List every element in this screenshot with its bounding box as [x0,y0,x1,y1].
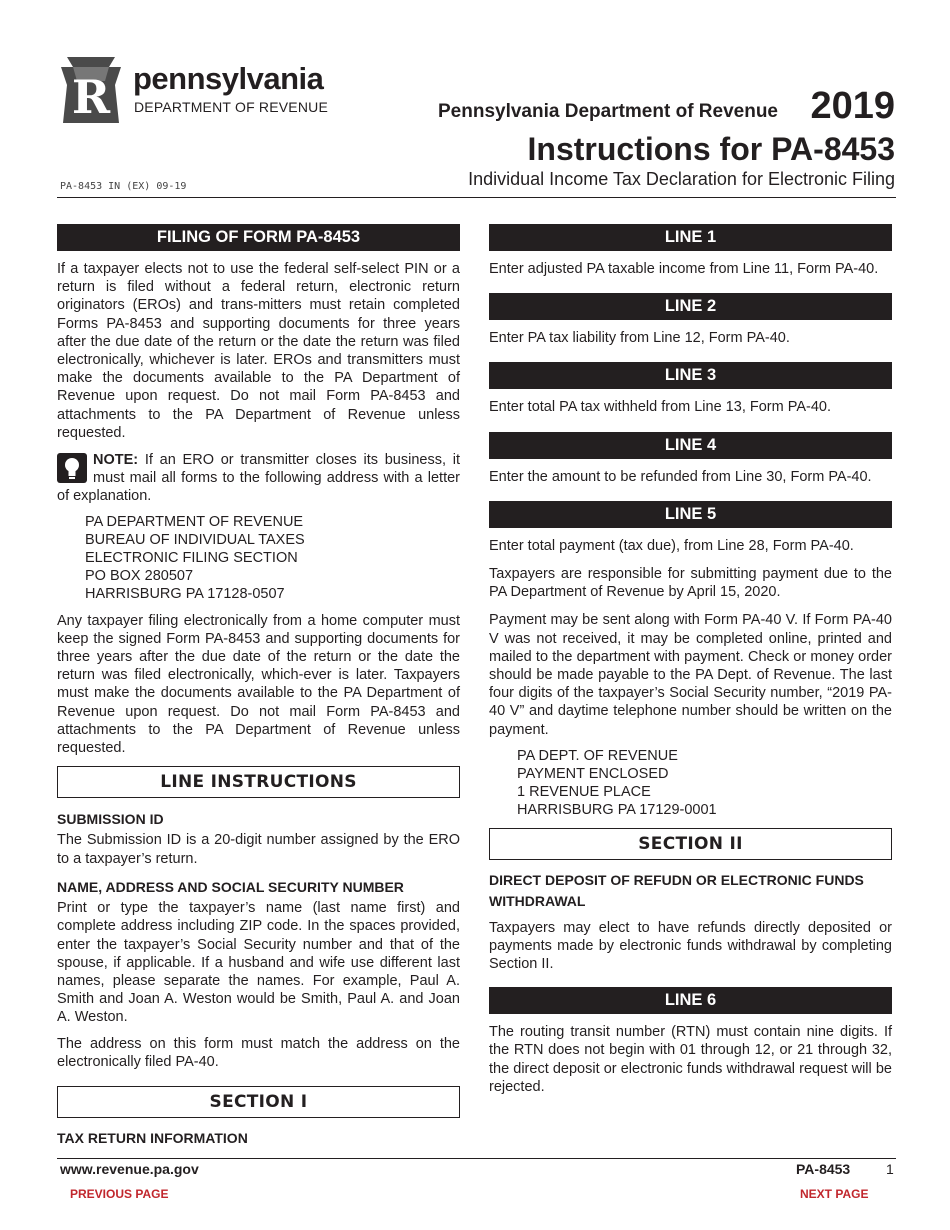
form-year: 2019 [810,85,895,127]
address-line: PAYMENT ENCLOSED [517,766,669,783]
previous-page-link[interactable]: PREVIOUS PAGE [70,1187,169,1201]
payment-due-text: Taxpayers are responsible for submitting payment due to the PA Department of Revenue by April 15, 2020. [489,566,892,601]
address-line: PA DEPARTMENT OF REVENUE [85,513,304,530]
note-text: If an ERO or transmitter closes its business, it must mail all forms to the following address with a letter of explanation. [57,452,460,505]
line-6-text: The routing transit number (RTN) must contain nine digits. If the RTN does not begin with 01 through 12, or 21 through 32, the direct deposit or electronic funds withdrawal request will be rejected. [489,1024,892,1095]
line-4-heading: LINE 4 [489,432,892,459]
address-line: 1 REVENUE PLACE [517,784,651,801]
section-2-heading: SECTION II [489,828,892,860]
right-column [489,224,892,1096]
keystone-logo-icon [57,57,125,123]
payment-address [489,747,892,820]
line-3-text: Enter total PA tax withheld from Line 13, Form PA-40. [489,399,831,416]
line-6-heading: LINE 6 [489,987,892,1014]
home-filing-text: Any taxpayer filing electronically from a home computer must keep the signed Form PA-8453 and supporting documents for three years after the due date of the return or the date the return was filed electronically, which-ever is later. Taxpayers must make the documents available to the PA Department of Revenue upon request. Do not mail Form PA-8453 and attachments to the PA Department of Revenue unless requested. [57,612,460,757]
lightbulb-icon [57,453,87,483]
direct-deposit-text: Taxpayers may elect to have refunds directly deposited or payments made by electronic funds withdrawal by completing Section II. [489,919,892,973]
section-1-heading: SECTION I [57,1086,460,1118]
filing-text: If a taxpayer elects not to use the federal self-select PIN or a return is filed without a federal return, electronic return originators (EROs) and trans-mitters must retain completed Forms PA-8453 and supporting documents for three years after the due date of the return or the date the return was filed electronically, whichever is later. EROs and transmitters must make the documents available to the PA Department of Revenue upon request. Do not mail Form PA-8453 and attachments to the PA Department of Revenue unless requested. [57,261,460,441]
line-2-text: Enter PA tax liability from Line 12, Form PA-40. [489,330,790,347]
tax-return-heading: TAX RETURN INFORMATION [57,1129,248,1146]
payment-method-text: Payment may be sent along with Form PA-40 V. If Form PA-40 V was not received, it may be completed online, printed and mailed to the department with payment. Check or money order should be made payable to the PA Dept. of Revenue. The last four digits of the taxpayer’s Social Security number, “2019 PA-40 V” and daytime telephone number should be written on the payment. [489,612,892,738]
line-2-heading: LINE 2 [489,293,892,320]
submission-id-heading: SUBMISSION ID [57,811,164,828]
line-5-text: Enter total payment (tax due), from Line 28, Form PA-40. [489,537,854,554]
line-5-heading: LINE 5 [489,501,892,528]
line-instructions-heading: LINE INSTRUCTIONS [57,766,460,798]
mailing-address [57,513,460,604]
svg-text:R: R [71,70,111,123]
direct-deposit-heading: DIRECT DEPOSIT OF REFUDN OR ELECTRONIC FUNDS WITHDRAWAL [489,871,864,909]
logo-wordmark: pennsylvania [133,61,324,96]
note-label: NOTE: [93,452,139,469]
left-column [57,224,460,1147]
name-address-heading: NAME, ADDRESS AND SOCIAL SECURITY NUMBER [57,878,404,895]
page-title: Instructions for PA-8453 [527,131,895,167]
line-3-heading: LINE 3 [489,362,892,389]
header-divider [57,197,896,198]
footer-form-number: PA-8453 [796,1161,851,1177]
filing-heading: FILING OF FORM PA-8453 [57,224,460,251]
line-1-heading: LINE 1 [489,224,892,251]
address-line: HARRISBURG PA 17128-0507 [85,586,285,603]
address-line: BUREAU OF INDIVIDUAL TAXES [85,531,305,548]
note-block [57,451,460,506]
logo-subtitle: DEPARTMENT OF REVENUE [134,99,329,115]
address-line: PA DEPT. OF REVENUE [517,747,678,764]
website-link[interactable]: www.revenue.pa.gov [60,1161,199,1177]
line-4-text: Enter the amount to be refunded from Line 30, Form PA-40. [489,468,872,485]
name-address-text: Print or type the taxpayer’s name (last name first) and complete address including ZIP code. In the spaces provided, enter the taxpayer’s Social Security number and that of the spouse, if applicable. If a husband and wife use different last names, please separate the names. For example, Paul A. Smith and Joan A. Weston would be Smith, Paul A. and Joan A. Weston. [57,900,460,1026]
footer-divider [57,1158,896,1159]
next-page-link[interactable]: NEXT PAGE [800,1187,869,1201]
address-line: PO BOX 280507 [85,568,194,585]
address-match-text: The address on this form must match the address on the electronically filed PA-40. [57,1035,460,1070]
submission-id-text: The Submission ID is a 20-digit number assigned by the ERO to a taxpayer’s return. [57,832,460,867]
address-line: ELECTRONIC FILING SECTION [85,550,298,567]
form-code: PA-8453 IN (EX) 09-19 [60,181,187,192]
line-1-text: Enter adjusted PA taxable income from Line 11, Form PA-40. [489,261,879,277]
address-line: HARRISBURG PA 17129-0001 [517,802,717,819]
page-subtitle: Individual Income Tax Declaration for Electronic Filing [468,169,895,189]
department-name: Pennsylvania Department of Revenue [438,101,778,122]
page-number: 1 [886,1161,894,1177]
